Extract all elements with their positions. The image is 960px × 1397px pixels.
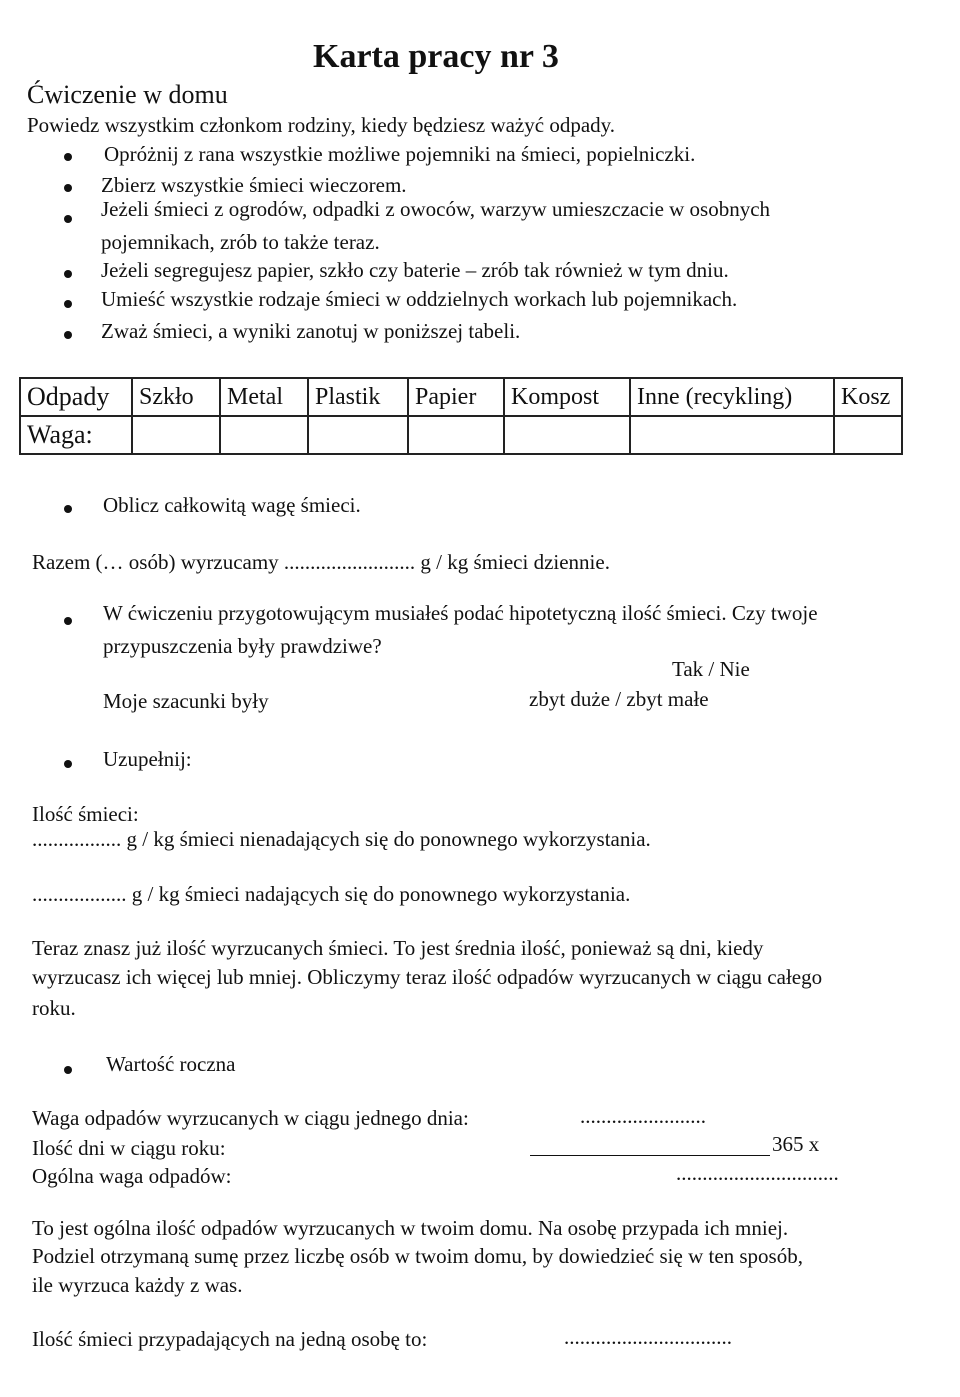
bullet-dot: [64, 300, 72, 308]
intro-text: Powiedz wszystkim członkom rodziny, kiedy będziesz ważyć odpady.: [27, 113, 616, 137]
bullet-dot: [64, 184, 72, 192]
bullet-item: Zbierz wszystkie śmieci wieczorem.: [101, 173, 407, 197]
weight-input-cell[interactable]: [834, 416, 902, 454]
bullet-item: Opróżnij z rana wszystkie możliwe pojemniki na śmieci, popielniczki.: [104, 142, 696, 166]
bullet-item: Zważ śmieci, a wyniki zanotuj w poniższej tabeli.: [101, 319, 521, 343]
weight-input-cell[interactable]: [308, 416, 408, 454]
days-label: Ilość dni w ciągu roku:: [32, 1136, 226, 1160]
bullet-dot: [64, 331, 72, 339]
annual-bullet: Wartość roczna: [106, 1052, 236, 1076]
bullet-dot: [64, 153, 72, 161]
table-header-cell: Inne (recykling): [630, 378, 834, 416]
section-title: Ćwiczenie w domu: [27, 80, 228, 109]
complete-bullet: Uzupełnij:: [103, 747, 192, 771]
bullet-dot: [64, 270, 72, 278]
days-value: 365 x: [772, 1132, 820, 1156]
worksheet-title: Karta pracy nr 3: [313, 38, 559, 75]
table-header-cell: Szkło: [132, 378, 220, 416]
estimates-options: zbyt duże / zbyt małe: [529, 687, 709, 711]
paragraph-line: wyrzucasz ich więcej lub mniej. Obliczymy teraz ilość odpadów wyrzucanych w ciągu całego: [32, 965, 823, 989]
table-header-cell: Papier: [408, 378, 504, 416]
weight-input-cell[interactable]: [504, 416, 630, 454]
table-header-cell: Metal: [220, 378, 308, 416]
table-header-cell: Kompost: [504, 378, 630, 416]
table-header-row: [20, 378, 902, 416]
table-header-cell: Kosz: [834, 378, 902, 416]
paragraph-line: To jest ogólna ilość odpadów wyrzucanych w twoim domu. Na osobę przypada ich mniej.: [32, 1216, 789, 1240]
bullet-dot: [64, 1066, 72, 1074]
bullet-item: Jeżeli śmieci z ogrodów, odpadki z owoców, warzyw umieszczacie w osobnych: [101, 197, 771, 221]
days-underline: [530, 1155, 770, 1156]
estimate-question-continuation: przypuszczenia były prawdziwe?: [103, 634, 382, 658]
paragraph-line: Teraz znasz już ilość wyrzucanych śmieci. To jest średnia ilość, ponieważ są dni, kiedy: [32, 936, 764, 960]
table-header-cell: Odpady: [20, 378, 132, 416]
tak-nie-options: Tak / Nie: [672, 657, 750, 681]
non-reusable-line: ................. g / kg śmieci nienadających się do ponownego wykorzystania.: [32, 827, 651, 851]
bullet-item: Jeżeli segregujesz papier, szkło czy baterie – zrób tak również w tym dniu.: [101, 258, 729, 282]
estimates-label: Moje szacunki były: [103, 689, 269, 713]
estimate-question: W ćwiczeniu przygotowującym musiałeś podać hipotetyczną ilość śmieci. Czy twoje: [103, 601, 818, 625]
paragraph-line: Podziel otrzymaną sumę przez liczbę osób w twoim domu, by dowiedzieć się w ten sposób,: [32, 1244, 803, 1268]
weight-input-cell[interactable]: [132, 416, 220, 454]
amount-label: Ilość śmieci:: [32, 802, 139, 826]
bullet-item-continuation: pojemnikach, zrób to także teraz.: [101, 230, 380, 254]
weight-input-cell[interactable]: [408, 416, 504, 454]
daily-weight-label: Waga odpadów wyrzucanych w ciągu jednego dnia:: [32, 1106, 469, 1130]
bullet-dot: [64, 760, 72, 768]
calc-bullet: Oblicz całkowitą wagę śmieci.: [103, 493, 361, 517]
table-row-label: Waga:: [20, 416, 132, 454]
total-weight-dots: ...............................: [676, 1161, 839, 1185]
paragraph-line: roku.: [32, 996, 76, 1020]
weight-input-cell[interactable]: [220, 416, 308, 454]
bullet-dot: [64, 215, 72, 223]
bullet-dot: [64, 617, 72, 625]
daily-weight-dots: ........................: [580, 1104, 706, 1128]
waste-weight-table: [19, 377, 903, 455]
per-person-label: Ilość śmieci przypadających na jedną osobę to:: [32, 1327, 428, 1351]
paragraph-line: ile wyrzuca każdy z was.: [32, 1273, 243, 1297]
total-line: Razem (… osób) wyrzucamy ......................... g / kg śmieci dziennie.: [32, 550, 610, 574]
bullet-item: Umieść wszystkie rodzaje śmieci w oddzielnych workach lub pojemnikach.: [101, 287, 738, 311]
table-row: [20, 416, 902, 454]
bullet-dot: [64, 505, 72, 513]
table-header-cell: Plastik: [308, 378, 408, 416]
reusable-line: .................. g / kg śmieci nadających się do ponownego wykorzystania.: [32, 882, 631, 906]
total-weight-label: Ogólna waga odpadów:: [32, 1164, 232, 1188]
weight-input-cell[interactable]: [630, 416, 834, 454]
per-person-dots: ................................: [564, 1325, 732, 1349]
